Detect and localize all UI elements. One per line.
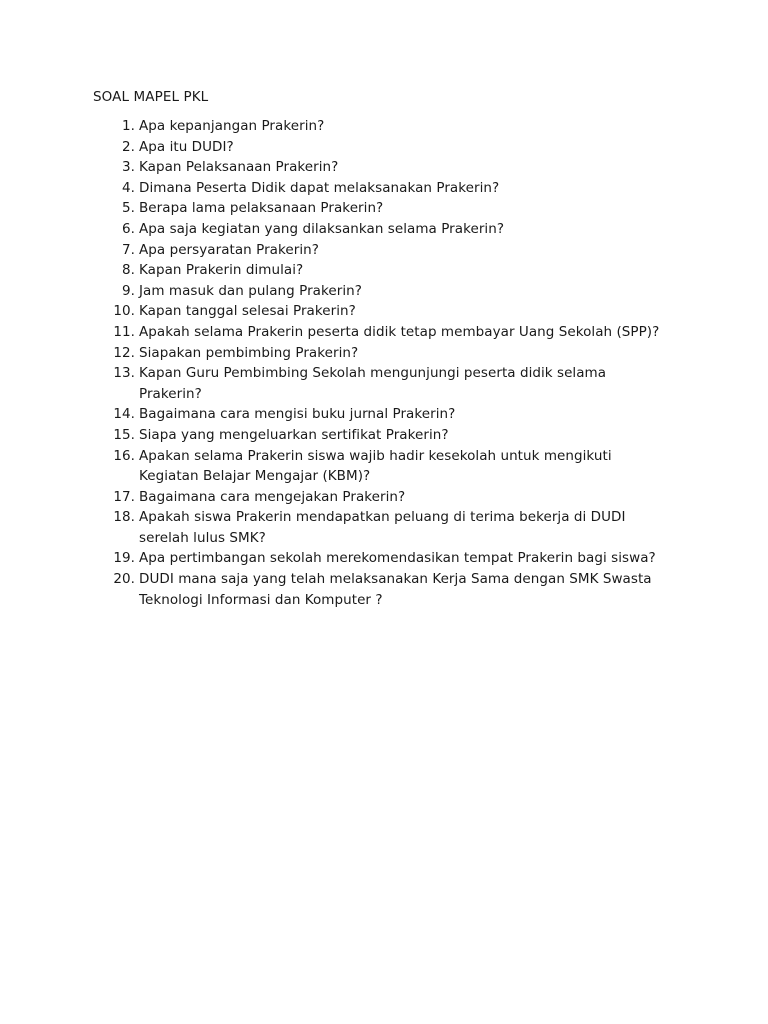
question-number: 17. <box>113 488 135 505</box>
question-text: Apa persyaratan Prakerin? <box>139 241 319 258</box>
list-item <box>93 425 673 446</box>
question-text: DUDI mana saja yang telah melaksanakan Kerja Sama dengan SMK Swasta Teknologi Informasi dan Komputer ? <box>139 571 652 608</box>
question-text: Siapakan pembimbing Prakerin? <box>139 344 359 361</box>
question-number: 18. <box>113 509 135 526</box>
question-text: Dimana Peserta Didik dapat melaksanakan Prakerin? <box>139 179 500 196</box>
question-number: 12. <box>113 344 135 361</box>
question-number: 2. <box>122 138 135 155</box>
list-item <box>93 219 673 240</box>
question-text: Apakah selama Prakerin peserta didik tetap membayar Uang Sekolah (SPP)? <box>139 323 660 340</box>
list-item <box>93 487 673 508</box>
question-text: Apa saja kegiatan yang dilaksankan selama Prakerin? <box>139 220 505 237</box>
question-text: Apa itu DUDI? <box>139 138 234 155</box>
list-item <box>93 260 673 281</box>
question-number: 8. <box>122 262 135 279</box>
list-item <box>93 548 673 569</box>
question-text: Apa pertimbangan sekolah merekomendasikan tempat Prakerin bagi siswa? <box>139 550 656 567</box>
list-item <box>93 281 673 302</box>
page-title: SOAL MAPEL PKL <box>93 89 209 105</box>
question-number: 14. <box>113 406 135 423</box>
question-text: Bagaimana cara mengejakan Prakerin? <box>139 488 406 505</box>
list-item <box>93 404 673 425</box>
list-item <box>93 446 673 487</box>
question-number: 20. <box>113 571 135 588</box>
question-number: 1. <box>122 118 135 134</box>
question-text: Bagaimana cara mengisi buku jurnal Prakerin? <box>139 406 456 423</box>
question-number: 9. <box>122 282 135 299</box>
question-text: Jam masuk dan pulang Prakerin? <box>139 282 362 299</box>
question-text: Kapan Prakerin dimulai? <box>139 262 304 279</box>
question-number: 15. <box>113 426 135 443</box>
question-text: Siapa yang mengeluarkan sertifikat Prakerin? <box>139 426 449 443</box>
question-number: 10. <box>113 303 135 320</box>
question-text: Apakan selama Prakerin siswa wajib hadir kesekolah untuk mengikuti Kegiatan Belajar Mengajar (KBM)? <box>139 447 612 485</box>
list-item <box>93 137 673 158</box>
list-item <box>93 301 673 322</box>
question-text: Kapan Guru Pembimbing Sekolah mengunjungi peserta didik selama Prakerin? <box>139 365 607 402</box>
question-text: Apa kepanjangan Prakerin? <box>139 118 325 134</box>
question-number: 13. <box>113 365 135 382</box>
question-number: 7. <box>122 241 135 258</box>
question-number: 3. <box>122 159 135 176</box>
question-number: 19. <box>113 550 135 567</box>
list-item <box>93 198 673 219</box>
list-item <box>93 507 673 548</box>
question-text: Kapan tanggal selesai Prakerin? <box>139 303 356 320</box>
list-item <box>93 157 673 178</box>
question-number: 6. <box>122 220 135 237</box>
question-text: Apakah siswa Prakerin mendapatkan peluang di terima bekerja di DUDI serelah lulus SMK? <box>139 509 626 546</box>
question-number: 16. <box>113 447 135 464</box>
list-item <box>93 116 673 137</box>
question-list <box>93 116 673 610</box>
question-text: Kapan Pelaksanaan Prakerin? <box>139 159 339 176</box>
question-text: Berapa lama pelaksanaan Prakerin? <box>139 200 384 217</box>
question-number: 5. <box>122 200 135 217</box>
list-item <box>93 240 673 261</box>
question-number: 11. <box>113 323 135 340</box>
list-item <box>93 178 673 199</box>
question-number: 4. <box>122 179 135 196</box>
list-item <box>93 343 673 364</box>
list-item <box>93 363 673 404</box>
list-item <box>93 322 673 343</box>
list-item <box>93 569 673 610</box>
